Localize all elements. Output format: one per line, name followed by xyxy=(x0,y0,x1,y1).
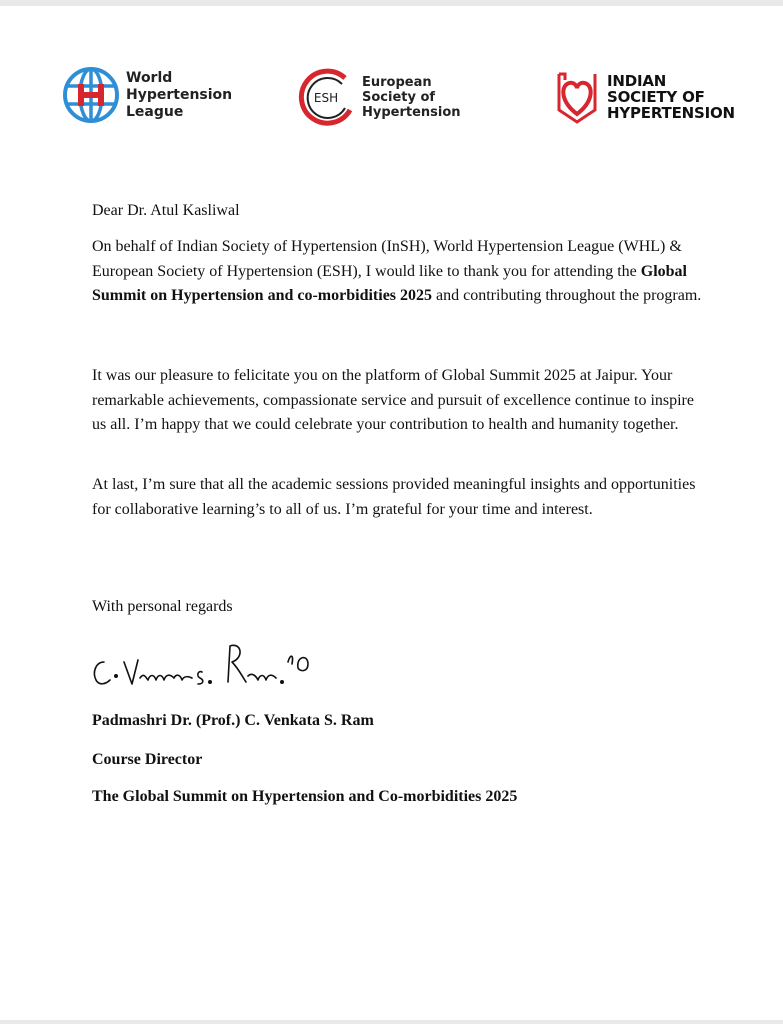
signer-role: Course Director xyxy=(92,751,203,768)
insh-line1: INDIAN xyxy=(607,72,667,90)
whl-logo xyxy=(62,66,232,124)
handwritten-signature xyxy=(86,632,326,692)
salutation: Dear Dr. Atul Kasliwal xyxy=(92,202,240,219)
insh-line3: HYPERTENSION xyxy=(607,104,735,122)
insh-name xyxy=(607,73,735,121)
paragraph-thanks-start: On behalf of Indian Society of Hypertension (InSH), World Hypertension League (WHL) & European Society of Hypertension (ESH), I would like to thank you for attending the xyxy=(92,238,682,280)
whl-line3: League xyxy=(126,103,184,120)
paragraph-thanks-end: and contributing throughout the program. xyxy=(432,287,702,304)
esh-line2: Society of xyxy=(362,89,436,105)
esh-badge: ESH xyxy=(313,91,339,105)
paragraph-thanks xyxy=(92,235,712,309)
summit-title-bold: Global Summit on Hypertension and co-morbidities 2025 xyxy=(92,262,687,304)
esh-ring-icon xyxy=(298,68,356,126)
event-name: The Global Summit on Hypertension and Co-morbidities 2025 xyxy=(92,788,518,805)
esh-logo xyxy=(298,68,461,126)
esh-line3: Hypertension xyxy=(362,104,461,120)
whl-line1: World xyxy=(126,69,173,86)
insh-line2: SOCIETY OF xyxy=(607,88,705,106)
heart-icon xyxy=(555,70,599,124)
regards-line: With personal regards xyxy=(92,598,233,615)
esh-name xyxy=(362,75,461,120)
letter-page xyxy=(0,6,783,1020)
insh-logo xyxy=(555,70,735,124)
whl-name xyxy=(126,70,232,121)
esh-line1: European xyxy=(362,74,432,90)
paragraph-closing: At last, I’m sure that all the academic sessions provided meaningful insights and opportunities for collaborative learning’s to all of us. I’m grateful for your time and interest. xyxy=(92,476,696,518)
signer-name: Padmashri Dr. (Prof.) C. Venkata S. Ram xyxy=(92,712,374,729)
globe-icon xyxy=(62,66,120,124)
paragraph-felicitation: It was our pleasure to felicitate you on the platform of Global Summit 2025 at Jaipur. Your remarkable achievements, compassionate service and pursuit of excellence continue to inspire us all. I’m happy that we could celebrate your contribution to health and humanity together. xyxy=(92,367,694,433)
whl-line2: Hypertension xyxy=(126,86,233,103)
